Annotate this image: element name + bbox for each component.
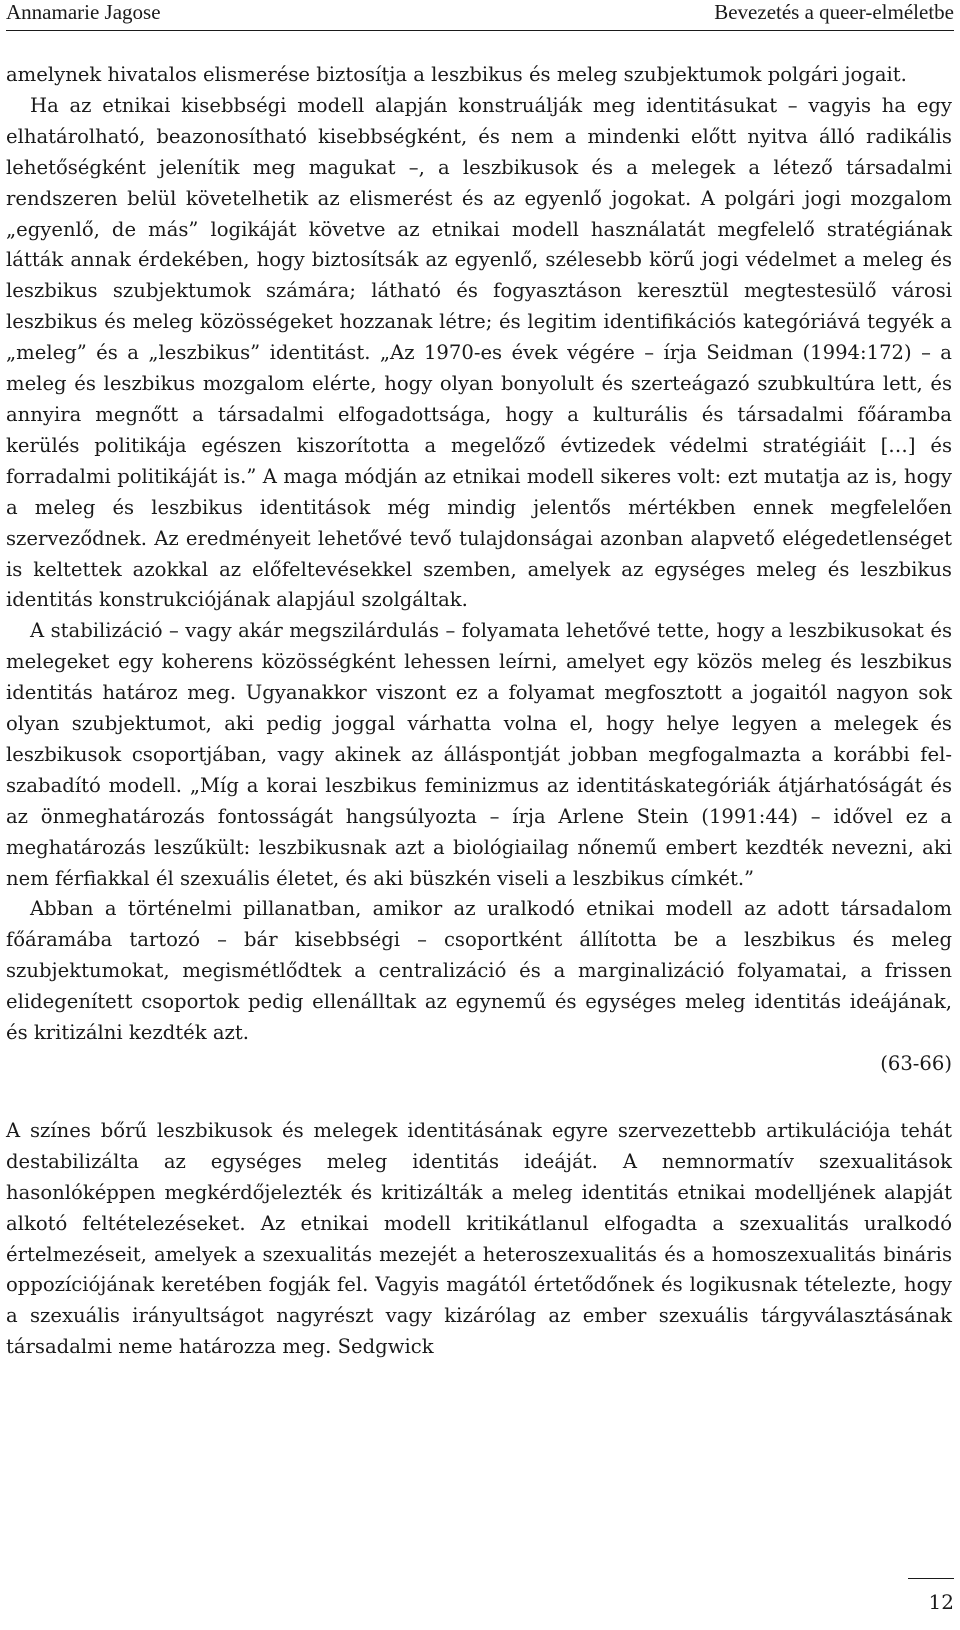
footer-divider	[908, 1578, 954, 1579]
header-title: Bevezetés a queer-elméletbe	[714, 0, 954, 24]
page-number: 12	[928, 1590, 954, 1614]
running-header	[6, 0, 954, 30]
header-divider	[6, 30, 954, 31]
paragraph-continuation: amelynek hivatalos elismerése biztosítja a leszbikus és meleg szubjektumok polgári jogait.	[6, 63, 907, 86]
section-gap	[6, 1080, 952, 1116]
header-author: Annamarie Jagose	[6, 0, 161, 24]
paragraph: Abban a történelmi pillanatban, amikor az uralkodó etnikai modell az adott társadalom főáramába tartozó – bár kisebbségi – csoportként állította be a leszbikus és meleg szubjektumokat, megismétlődtek a centralizáció és a marginalizáció folyamatai, a frissen elidegenített csoportok pedig ellenálltak az egynemű és egységes meleg identitás ideájának, és kritizálni kezdték azt.	[6, 897, 952, 1045]
page-citation: (63-66)	[880, 1052, 952, 1075]
body-text	[6, 60, 952, 1363]
closing-paragraph: A színes bőrű leszbikusok és melegek identitásának egyre szervezettebb artikulációja tehát destabilizálta az egységes meleg identitás ideáját. A nemnormatív szexualitások hasonlóképpen megkérdőjelezték és kritizálták a meleg identitás etnikai modelljének alapját alkotó feltételezéseket. Az etnikai modell kritikátlanul elfogadta a szexualitás uralkodó értelmezéseit, amelyek a szexualitás mezejét a heteroszexualitás és a homoszexualitás bináris oppozíciójának keretében fogják fel. Vagyis magától értetődőnek és logikusnak tételezte, hogy a szexuális irányultságot nagyrészt vagy kizárólag az ember szexuális tárgyválasztásának társadalmi neme határozza meg. Sedgwick	[6, 1118, 952, 1359]
paragraph: Ha az etnikai kisebbségi modell alapján konstruálják meg identitásukat – vagyis ha egy elhatárolható, beazonosítható kisebbségként, és nem a mindenki előtt nyitva álló radikális lehetőségként jelenítik meg magukat –, a leszbikusok és a melegek a létező társadalmi rendszeren belül követelhetik az elismerést és az egyenlő jogokat. A polgári jogi mozgalom „egyenlő, de más” logikáját követve az etnikai modell használatát megfelelő stratégiának látták annak érdekében, hogy biztosítsák az egyenlő, szélesebb körű jogi védelmet a meleg és leszbikus szubjektumok számára; látható és fogyasztáson keresztül megtestesülő városi leszbikus és meleg közösségeket hozzanak létre; és legitim identifikációs kategóriává tegyék a „meleg” és a „leszbikus” identitást. „Az 1970-es évek végére – írja Seidman (1994:172) – a meleg és leszbikus mozgalom elérte, hogy olyan bonyolult és szerteágazó szubkultúra lett, és annyira megnőtt a társadalmi elfogadottsága, hogy a kulturális és társadalmi főáramba kerülés politikája egészen kiszorította a megelőző évtizedek védelmi stratégiáit […] és forradalmi politikáját is.” A maga módján az etnikai modell sikeres volt: ezt mutatja az is, hogy a meleg és leszbikus identitások még mindig jelentős mértékben ennek megfelelően szerveződnek. Az eredményeit lehetővé tevő tulajdonságai azonban alapvető elégedetlenséget is keltettek azokkal az előfeltevésekkel szemben, amelyek az egységes meleg és leszbikus identitás konstrukciójának alapjául szolgáltak.	[6, 93, 952, 612]
paragraph: A stabilizáció – vagy akár megszilárdulás – folyamata lehetővé tette, hogy a leszbikusokat és melegeket egy koherens közösségként lehessen leírni, amelyet egy közös meleg és leszbikus identitás határoz meg. Ugyanakkor viszont ez a folyamat megfosztott a jogaitól nagyon sok olyan szubjektumot, aki pedig joggal várhatta volna el, hogy helye legyen a melegek és leszbikusok csoportjában, vagy akinek az álláspontját jobban megfogalmazta a korábbi felszabadító modell. „Míg a korai leszbikus feminizmus az identitáskategóriák átjárhatóságát és az önmeghatározás fontosságát hangsúlyozta – írja Arlene Stein (1991:44) – idővel ez a meghatározás leszűkült: leszbikusnak azt a biológiailag nőnemű embert kezdték nevezni, aki nem férfiakkal él szexuális életet, és aki büszkén viseli a leszbikus címkét.”	[6, 619, 952, 890]
